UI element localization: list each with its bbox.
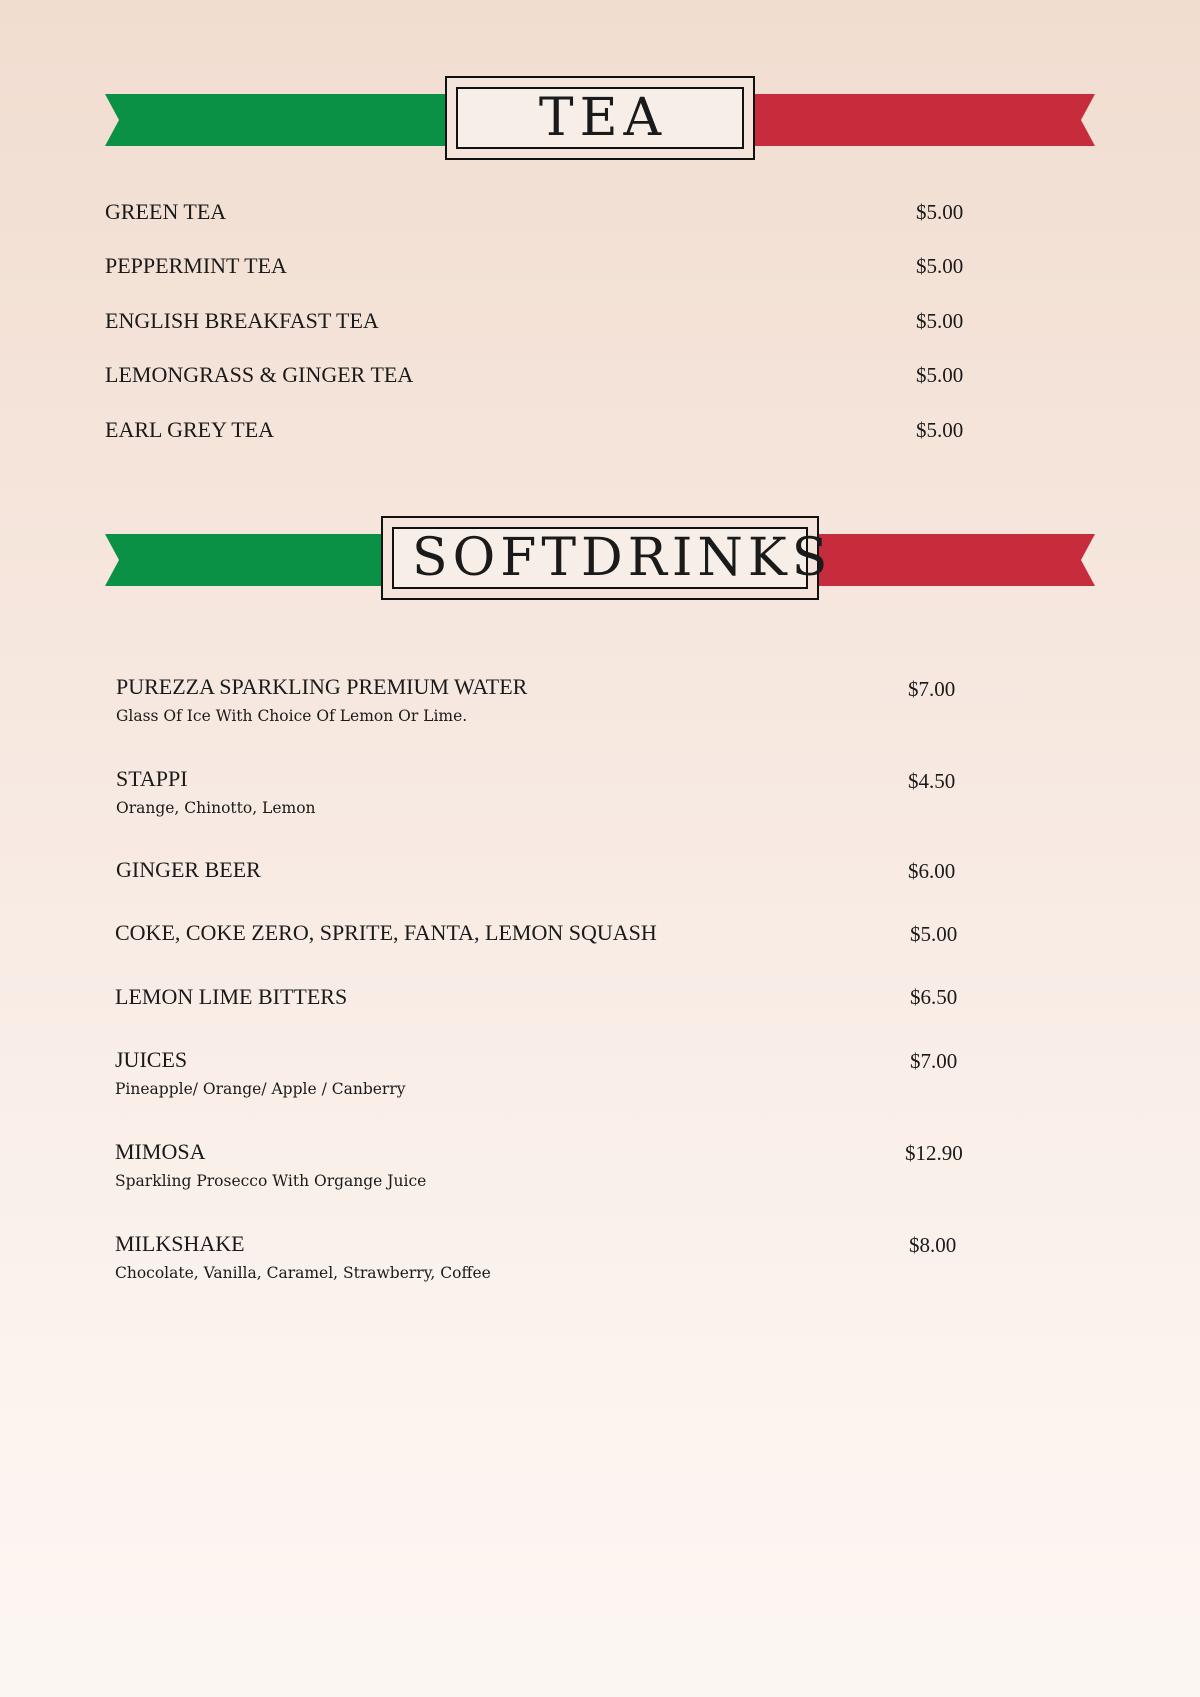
item-name: MIMOSA (115, 1139, 206, 1164)
item-description: Glass Of Ice With Choice Of Lemon Or Lime. (116, 707, 468, 725)
list-item (115, 984, 1115, 1010)
item-price: $8.00 (909, 1233, 957, 1257)
item-price: $6.50 (910, 985, 958, 1009)
item-name: GREEN TEA (105, 199, 227, 224)
item-name: ENGLISH BREAKFAST TEA (105, 308, 379, 333)
item-price: $5.00 (916, 363, 964, 387)
item-price: $7.00 (910, 1049, 958, 1073)
item-description: Orange, Chinotto, Lemon (116, 799, 316, 817)
item-name: JUICES (115, 1047, 188, 1072)
item-description: Sparkling Prosecco With Organge Juice (115, 1172, 427, 1190)
list-item (116, 766, 1116, 818)
list-item (115, 1139, 1115, 1191)
list-item (115, 1047, 1115, 1099)
tea-title: TEA (456, 87, 744, 149)
item-price: $7.00 (908, 677, 956, 701)
item-name: GINGER BEER (116, 857, 261, 882)
softdrinks-title-frame (381, 516, 833, 600)
item-description: Pineapple/ Orange/ Apple / Canberry (115, 1080, 406, 1098)
item-description: Chocolate, Vanilla, Caramel, Strawberry, Coffee (115, 1264, 491, 1282)
softdrinks-title: SOFTDRINKS (392, 527, 808, 589)
item-price: $5.00 (916, 254, 964, 278)
tea-title-frame (445, 76, 755, 160)
item-name: STAPPI (116, 766, 188, 791)
list-item (115, 920, 1115, 946)
item-price: $5.00 (916, 309, 964, 333)
tea-banner (105, 88, 1095, 148)
softdrinks-banner (105, 528, 1095, 588)
item-price: $6.00 (908, 859, 956, 883)
item-name: LEMONGRASS & GINGER TEA (105, 362, 414, 387)
list-item (116, 857, 1116, 883)
item-name: EARL GREY TEA (105, 417, 275, 442)
item-name: LEMON LIME BITTERS (115, 984, 348, 1009)
item-price: $5.00 (910, 922, 958, 946)
item-price: $5.00 (916, 418, 964, 442)
item-price: $4.50 (908, 769, 956, 793)
item-name: MILKSHAKE (115, 1231, 245, 1256)
list-item (116, 674, 1116, 726)
item-name: COKE, COKE ZERO, SPRITE, FANTA, LEMON SQUASH (115, 920, 657, 945)
list-item (115, 1231, 1115, 1283)
item-price: $12.90 (905, 1141, 963, 1165)
item-name: PUREZZA SPARKLING PREMIUM WATER (116, 674, 528, 699)
item-price: $5.00 (916, 200, 964, 224)
item-name: PEPPERMINT TEA (105, 253, 287, 278)
